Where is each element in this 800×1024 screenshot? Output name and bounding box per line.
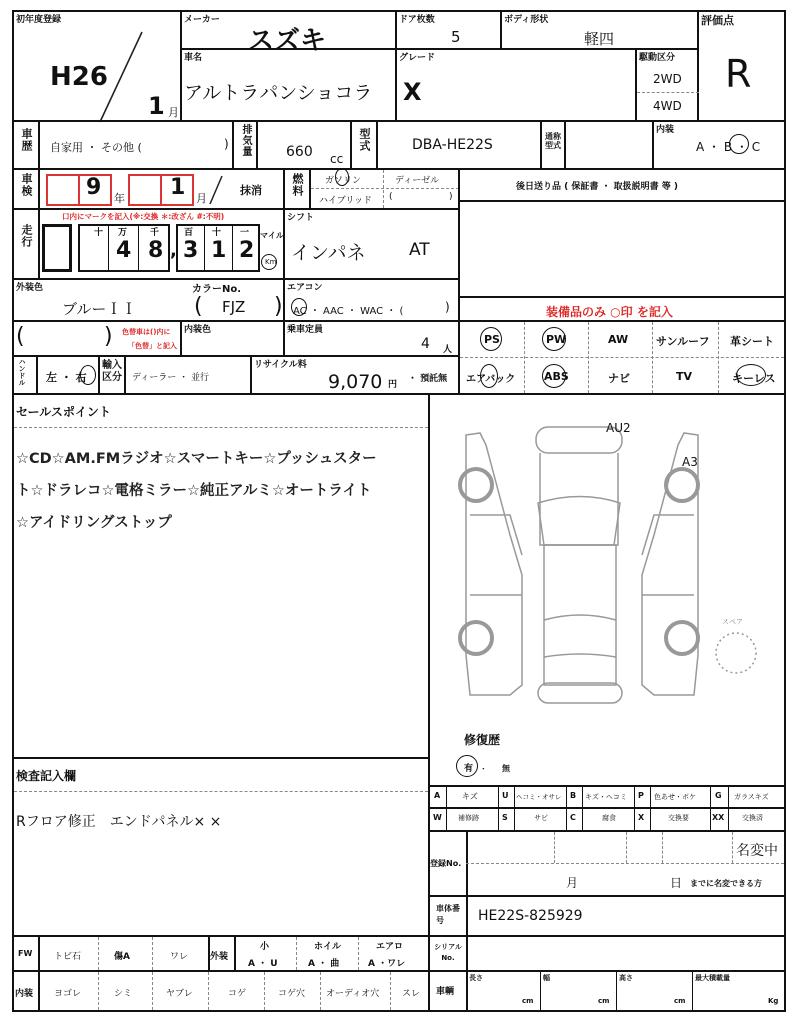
import-value: ディーラー ・ 並行 <box>132 373 210 383</box>
first-registration-month: 1 <box>148 92 165 120</box>
car-name-cell <box>180 48 397 122</box>
gasoline-circle <box>335 168 349 186</box>
repaint-note: 「色替」と記入 <box>128 342 177 350</box>
interior-damage-label: 内装 <box>15 989 34 999</box>
sales-point-lines <box>16 443 377 539</box>
serial-cell <box>428 935 786 972</box>
day-label: 日 <box>670 876 683 890</box>
wheel-options: A ・ 曲 <box>308 959 340 969</box>
legend-meaning: 腐食 <box>602 814 616 822</box>
fuel-diesel: ディーゼル <box>395 176 440 186</box>
legend-code: W <box>433 813 442 822</box>
equipment-header-label: 装備品のみ ○印 を記入 <box>546 305 673 319</box>
fw-row <box>12 935 430 972</box>
inspection-notes-section <box>12 757 430 937</box>
body-type-label: ボディ形状 <box>504 15 549 25</box>
repair-history-label: 修復歴 <box>464 733 501 747</box>
handle-value: 左 ・ 右 <box>46 371 87 384</box>
import-cell <box>98 355 252 395</box>
maker-value: スズキ <box>248 26 327 56</box>
inspection-notes-label: 検査記入欄 <box>16 769 77 783</box>
paren: ) <box>104 324 113 349</box>
shift-type: インパネ <box>291 242 366 264</box>
interior-damage-row <box>12 970 430 1012</box>
separator: ． <box>482 762 492 772</box>
color-no-label: カラーNo. <box>192 284 242 295</box>
unit-label: 十 <box>94 228 104 238</box>
fuel-cell <box>283 168 460 210</box>
chassis-value: HE22S-825929 <box>478 908 583 924</box>
legend-code: U <box>502 791 509 800</box>
sales-line: ☆アイドリングストップ <box>16 515 172 531</box>
drive-cell <box>635 48 699 122</box>
legend-code: P <box>638 791 644 800</box>
legend-code: S <box>502 813 508 822</box>
car-diagram <box>430 395 784 705</box>
score-value: R <box>725 52 752 96</box>
mileage-digit: 2 <box>239 238 255 263</box>
repaint-cell <box>12 320 182 357</box>
exterior-color-value: ブルーＩＩ <box>62 300 137 318</box>
aircon-circle <box>291 298 307 316</box>
equipment-tv: TV <box>676 370 693 383</box>
fw-item: トビ石 <box>54 952 82 962</box>
interior-color-label: 内装色 <box>184 325 212 335</box>
serial-label: シリアルNo. <box>434 943 462 962</box>
fuel-gasoline: ガソリン <box>325 176 362 186</box>
car-name-label: 車名 <box>184 53 203 63</box>
legend-code: B <box>570 791 577 800</box>
legend-meaning: サビ <box>534 814 548 822</box>
handle-cell <box>12 355 100 395</box>
history-label: 車歴 <box>20 128 33 152</box>
capacity-value: 4 <box>421 336 430 352</box>
repaint-note: 色替車は()内に <box>122 328 171 336</box>
paren: ( <box>16 324 25 349</box>
unit-label: 十 <box>212 228 222 238</box>
cm-unit: cm <box>598 997 610 1005</box>
ps-circle <box>480 327 502 351</box>
inspection-notes-text: Rフロア修正 エンドパネル× × <box>16 814 222 830</box>
length-label: 長さ <box>469 974 483 982</box>
legend-meaning: 補修跡 <box>458 814 479 822</box>
dimensions-label: 車輌 <box>436 987 455 997</box>
legend-meaning: 交換要 <box>668 814 689 822</box>
unit-label: 一 <box>240 228 250 238</box>
chassis-cell <box>428 895 786 937</box>
aero-options: A ・ワレ <box>368 959 406 969</box>
equipment-grid <box>458 320 786 395</box>
equipment-navi: ナビ <box>608 372 630 385</box>
aero-label: エアロ <box>376 942 404 952</box>
slash-mark <box>206 174 226 206</box>
shift-label: シフト <box>287 213 315 223</box>
wheel-left-rear <box>460 622 492 654</box>
wheel-right-front <box>666 469 698 501</box>
inspection-cell <box>12 168 285 210</box>
interior-damage-item: オーディオ穴 <box>326 989 380 999</box>
mileage-digit: 4 <box>116 238 132 263</box>
mileage-digit: 1 <box>211 238 227 263</box>
mile-option: マイル <box>260 231 284 240</box>
interior-grade-cell <box>652 120 786 170</box>
aircon-close: ) <box>445 300 450 314</box>
mileage-label: 走行 <box>20 224 33 248</box>
capacity-unit: 人 <box>443 345 453 355</box>
interior-damage-item: コゲ穴 <box>278 989 306 999</box>
history-value: 自家用 ・ その他 ( <box>50 141 142 154</box>
selected-grade-circle <box>729 134 749 154</box>
history-cell <box>12 120 234 170</box>
sales-line: ☆CD☆AM.FMラジオ☆スマートキー☆プッシュスター <box>16 451 377 467</box>
recycle-label: リサイクル料 <box>254 360 307 370</box>
exterior-label: 外装 <box>210 952 229 962</box>
cm-unit: cm <box>674 997 686 1005</box>
model-value: DBA-HE22S <box>412 137 493 153</box>
sales-point-label: セールスポイント <box>16 405 111 419</box>
legend-meaning: キズ・ヘコミ <box>585 793 627 801</box>
damage-mark-rear: AU2 <box>606 421 631 435</box>
drive-4wd: 4WD <box>653 99 682 113</box>
interior-damage-item: ヨゴレ <box>54 989 82 999</box>
inspection-month: 1 <box>170 175 186 200</box>
mileage-digit: 8 <box>148 238 164 263</box>
fuel-other-open: ( <box>389 192 393 202</box>
legend-code: XX <box>712 813 725 822</box>
kg-unit: Kg <box>768 997 779 1005</box>
equipment-airbag: エアバック <box>466 374 516 385</box>
small-options: A ・ U <box>248 959 278 969</box>
first-registration-year: H26 <box>50 62 108 92</box>
repair-none: 無 <box>502 764 510 773</box>
equipment-leather-seat: 革シート <box>730 335 774 348</box>
legend-code: A <box>434 791 441 800</box>
fuel-hybrid: ハイブリッド <box>319 196 373 206</box>
month-unit: 月 <box>168 106 179 119</box>
grade-value: X <box>403 78 422 106</box>
color-no-value: FJZ <box>222 298 246 316</box>
doors-cell <box>395 10 502 50</box>
recycle-unit: 円 <box>388 380 398 390</box>
car-top-view <box>536 427 622 703</box>
equipment-ps: PS <box>484 333 500 346</box>
legend-code: C <box>570 813 576 822</box>
capacity-cell <box>283 320 460 357</box>
import-label: 輸入区分 <box>102 360 122 383</box>
score-cell <box>697 10 786 122</box>
equipment-sunroof: サンルーフ <box>656 335 710 348</box>
abs-circle <box>542 364 566 388</box>
recycle-deposit: ・ 預託無 <box>408 374 448 384</box>
model-label: 型式 <box>358 128 371 152</box>
grade-cell <box>395 48 637 122</box>
equipment-header <box>458 296 786 322</box>
equipment-abs: ABS <box>544 370 569 383</box>
fuel-other-close: ) <box>449 192 453 202</box>
km-option: Km <box>265 258 277 266</box>
unit-label: 千 <box>150 228 160 238</box>
mileage-note: 口内にマークを記入(※:交換 ＊:改ざん #:不明) <box>62 212 225 221</box>
interior-grade-options: A ・ B ・ C <box>696 140 761 154</box>
legend-meaning: ガラスキズ <box>734 793 769 801</box>
legend-code: G <box>715 791 722 800</box>
wheel-left-front <box>460 469 492 501</box>
month-unit: 月 <box>196 192 207 205</box>
equipment-pw: PW <box>546 333 567 346</box>
sales-line: ト☆ドラレコ☆電格ミラー☆純正アルミ☆オートライト <box>16 483 372 499</box>
airbag-circle <box>480 364 498 388</box>
drive-label: 駆動区分 <box>639 53 676 63</box>
first-registration-label: 初年度登録 <box>16 15 62 25</box>
fuel-label: 燃料 <box>291 173 304 197</box>
dimensions-cell <box>428 970 786 1012</box>
mileage-digit: 3 <box>183 238 199 263</box>
car-diagram-section <box>428 393 786 787</box>
maker-label: メーカー <box>184 15 220 25</box>
paren: ( <box>194 294 203 319</box>
repair-have: 有 <box>464 764 474 774</box>
recycle-value: 9,070 <box>328 371 383 393</box>
keyless-circle <box>736 364 766 386</box>
aircon-cell <box>283 278 460 322</box>
fw-item: ワレ <box>170 952 189 962</box>
exterior-color-label: 外装色 <box>16 283 44 293</box>
km-circle <box>261 254 277 270</box>
max-load-label: 最大積載量 <box>695 974 730 982</box>
body-type-cell <box>500 10 699 50</box>
body-type-value: 軽四 <box>584 30 615 48</box>
mileage-mark-box[interactable] <box>42 224 72 272</box>
paren: ) <box>274 294 283 319</box>
legend-meaning: ヘコミ・オサレ <box>516 793 562 801</box>
spare-wheel <box>716 633 756 673</box>
repair-have-circle <box>456 755 478 777</box>
fw-item: 傷A <box>114 952 130 962</box>
slash-mark <box>94 30 154 125</box>
equipment-keyless: キーレス <box>732 372 776 385</box>
displacement-unit: cc <box>330 152 344 166</box>
registration-label: 登録No. <box>430 859 462 868</box>
later-items-label: 後日送り品 ( 保証書 ・ 取扱説明書 等 ) <box>516 182 679 192</box>
maker-cell <box>180 10 397 56</box>
shift-transmission: AT <box>409 240 430 260</box>
car-name-value: アルトラパンショコラ <box>184 82 373 104</box>
aircon-label: エアコン <box>287 283 323 293</box>
first-registration-cell <box>12 10 182 122</box>
recycle-cell <box>250 355 460 395</box>
unit-label: 万 <box>118 228 128 238</box>
chassis-label: 車体番号 <box>436 904 460 925</box>
wheel-right-rear <box>666 622 698 654</box>
equipment-aw: AW <box>608 333 629 346</box>
damage-legend <box>428 785 786 832</box>
grade-label: グレード <box>399 53 436 63</box>
displacement-value: 660 <box>286 144 313 160</box>
legend-meaning: 交換済 <box>742 814 763 822</box>
doors-label: ドア枚数 <box>399 15 435 25</box>
cancel-option: 抹消 <box>240 184 262 197</box>
interior-damage-item: スレ <box>402 989 421 999</box>
displacement-cell <box>232 120 352 170</box>
legend-code: X <box>638 813 645 822</box>
right-handle-circle <box>80 365 96 385</box>
mileage-cell <box>12 208 285 280</box>
exterior-color-cell <box>12 278 285 322</box>
registration-cell <box>428 830 786 897</box>
fw-label: FW <box>18 949 33 958</box>
doors-value: 5 <box>451 28 461 46</box>
legend-meaning: キズ <box>462 792 478 801</box>
cm-unit: cm <box>522 997 534 1005</box>
small-label: 小 <box>260 942 270 952</box>
handle-label: ハンドル <box>18 358 26 386</box>
year-unit: 年 <box>114 192 125 205</box>
score-label: 評価点 <box>701 14 734 27</box>
interior-damage-item: コゲ <box>228 989 247 999</box>
drive-2wd: 2WD <box>653 72 682 86</box>
history-close: ) <box>224 137 229 151</box>
interior-grade-label: 内装 <box>656 125 675 135</box>
later-items-header <box>458 168 786 202</box>
name-change-label: 名変中 <box>736 843 778 859</box>
damage-mark-right: A3 <box>682 455 698 469</box>
common-model-cell <box>540 120 654 170</box>
wheel-label: ホイル <box>314 942 342 952</box>
deadline-label: までに名変できる方 <box>690 879 762 888</box>
sales-point-section <box>12 393 430 759</box>
pw-circle <box>542 327 566 351</box>
inspection-year: 9 <box>86 175 102 200</box>
unit-label: 百 <box>184 228 194 238</box>
displacement-label: 排気量 <box>240 124 251 157</box>
spare-label: スペア <box>722 618 743 626</box>
height-label: 高さ <box>619 974 633 982</box>
shift-cell <box>283 208 460 280</box>
interior-damage-item: ヤブレ <box>166 989 193 999</box>
interior-color-cell <box>180 320 285 357</box>
interior-damage-item: シミ <box>114 989 133 999</box>
model-cell <box>350 120 542 170</box>
mileage-comma: , <box>170 240 177 261</box>
later-items-area <box>458 200 786 298</box>
inspection-label: 車検 <box>20 173 33 197</box>
capacity-label: 乗車定員 <box>287 325 324 335</box>
width-label: 幅 <box>543 974 550 982</box>
legend-meaning: 色あせ・ボケ <box>654 793 696 801</box>
aircon-options: AC ・ AAC ・ WAC ・ ( <box>293 306 404 317</box>
month-label: 月 <box>566 876 579 890</box>
common-model-label: 通称型式 <box>545 132 561 150</box>
